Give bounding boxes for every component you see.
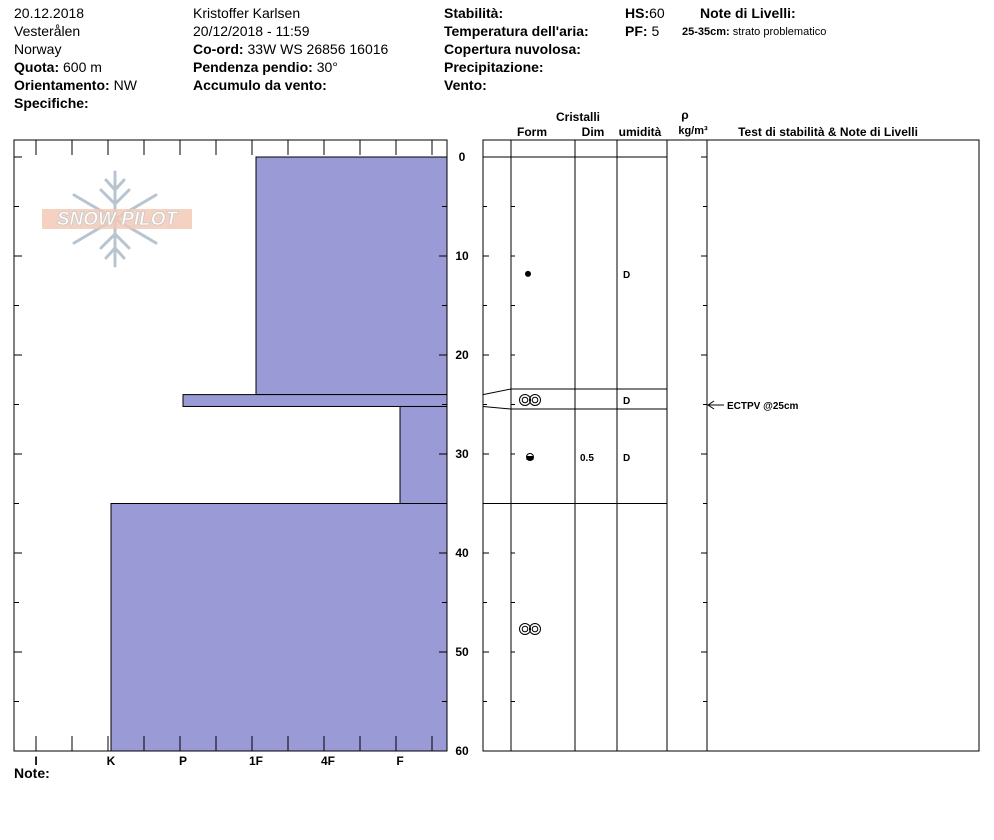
rho-header: ρ — [681, 108, 689, 122]
layer-form-symbol-1-outer-1 — [530, 395, 541, 406]
hardness-label-I: I — [34, 754, 38, 768]
elevation-label: Quota: — [14, 59, 60, 75]
layer-table-frame — [483, 140, 979, 751]
depth-label-20: 20 — [455, 348, 469, 362]
hardness-label-4F: 4F — [320, 754, 336, 768]
slope-label: Pendenza pendio: — [193, 59, 313, 75]
test-result-text: ECTPV @25cm — [727, 401, 799, 412]
hardness-label-1F: 1F — [248, 754, 264, 768]
depth-label-60: 60 — [455, 744, 469, 758]
coord-value: 33W WS 26856 16016 — [247, 41, 389, 57]
hs-label: HS: — [625, 5, 650, 21]
aspect-label: Orientamento: — [14, 77, 110, 93]
hardness-label-P: P — [178, 754, 188, 768]
hardness-bar-0 — [256, 157, 447, 395]
observer: Kristoffer Karlsen — [193, 5, 301, 21]
slope-value: 30° — [316, 59, 338, 75]
layer-form-symbol-1 — [520, 395, 541, 406]
depth-label-30: 30 — [455, 447, 469, 461]
hardness-axis — [34, 754, 403, 768]
layer-form-symbol-1-inner-0 — [522, 397, 528, 403]
elevation-value: 600 m — [63, 59, 102, 75]
layer-form-symbol-2 — [527, 454, 534, 461]
precip-label: Precipitazione: — [444, 59, 544, 75]
layer-form-symbol-3-inner-0 — [522, 626, 528, 632]
logo-text: SNOW PILOT — [56, 209, 178, 230]
date: 20.12.2018 — [14, 5, 85, 21]
specifics-label: Specifiche: — [14, 95, 89, 111]
coord-label: Co-ord: — [193, 41, 244, 57]
depth-label-40: 40 — [455, 546, 469, 560]
size-header: Dim — [581, 125, 605, 139]
layer-form-symbol-3-inner-1 — [532, 626, 538, 632]
depth-label-0: 0 — [458, 150, 466, 164]
layer-form-symbol-1-inner-1 — [532, 397, 538, 403]
pf-value: 5 — [651, 23, 660, 39]
depth-label-50: 50 — [455, 645, 469, 659]
layer-note-range: 25-35cm: — [682, 26, 730, 38]
moisture-header: umidità — [618, 125, 662, 139]
pf-label: PF: — [625, 23, 648, 39]
snowpilot-logo — [42, 172, 192, 266]
stability-test-annotation — [708, 401, 799, 412]
layer-note-text: strato problematico — [732, 26, 827, 38]
layer-form-symbol-1-outer-0 — [520, 395, 531, 406]
wind-loading-label: Accumulo da vento: — [193, 77, 327, 93]
region: Vesterålen — [14, 23, 81, 39]
hardness-label-F: F — [396, 754, 404, 768]
country: Norway — [14, 41, 62, 57]
layer-form-symbol-3-outer-1 — [530, 624, 541, 635]
density-unit-header: kg/m³ — [678, 125, 708, 137]
hardness-bar-1 — [183, 395, 447, 407]
air-temp-label: Temperatura dell'aria: — [444, 23, 589, 39]
hardness-label-K: K — [106, 754, 116, 768]
layer-moisture-2: D — [623, 453, 631, 464]
tests-header: Test di stabilità & Note di Livelli — [738, 125, 918, 139]
table-ticks — [483, 157, 707, 751]
wind-label: Vento: — [444, 77, 487, 93]
hs-value: 60 — [649, 5, 665, 21]
layer-size-2: 0.5 — [580, 453, 594, 464]
layer-form-symbol-2-fill — [527, 456, 534, 460]
hardness-bar-3 — [111, 504, 447, 752]
layer-notes-label: Note di Livelli: — [700, 5, 796, 21]
layer-form-symbol-3 — [520, 624, 541, 635]
symbol-0 — [525, 271, 531, 277]
hardness-bar-2 — [400, 406, 447, 503]
note-label: Note: — [14, 765, 50, 781]
layer-moisture-1: D — [623, 396, 631, 407]
hardness-bars — [111, 157, 447, 751]
aspect-value: NW — [113, 77, 137, 93]
cloud-label: Copertura nuvolosa: — [444, 41, 581, 57]
form-header: Form — [517, 125, 547, 139]
depth-label-10: 10 — [455, 249, 469, 263]
datetime: 20/12/2018 - 11:59 — [193, 23, 310, 39]
symbol-moisture-0: D — [623, 269, 631, 281]
layer-form-symbol-3-outer-0 — [520, 624, 531, 635]
crystals-header: Cristalli — [555, 110, 601, 124]
stability-label: Stabilità: — [444, 5, 504, 21]
depth-axis — [455, 150, 469, 758]
